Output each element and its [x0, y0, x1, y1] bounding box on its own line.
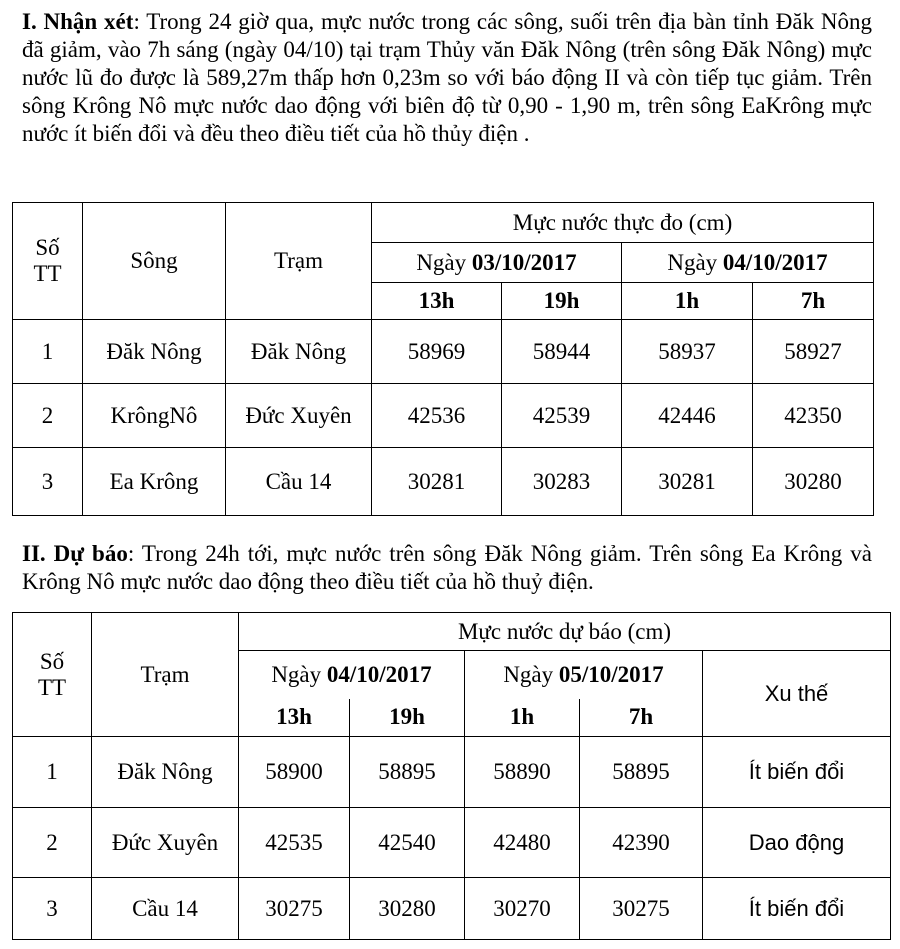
- table-row: [13, 737, 891, 808]
- cell-value: 58900: [239, 737, 350, 808]
- cell-value: 30280: [753, 448, 874, 516]
- cell-tram: Cầu 14: [92, 878, 239, 940]
- cell-value: 30275: [239, 878, 350, 940]
- header-day1: Ngày 04/10/2017: [239, 651, 465, 699]
- header-hour: 7h: [580, 699, 703, 737]
- header-hour: 19h: [350, 699, 465, 737]
- cell-value: 42390: [580, 808, 703, 878]
- cell-value: 30280: [350, 878, 465, 940]
- header-group: Mực nước thực đo (cm): [372, 203, 874, 243]
- section1-heading: I. Nhận xét: [22, 9, 134, 34]
- header-hour: 13h: [372, 283, 502, 320]
- header-group: Mực nước dự báo (cm): [239, 613, 891, 651]
- header-hour: 13h: [239, 699, 350, 737]
- cell-value: 58969: [372, 320, 502, 384]
- cell-value: 42350: [753, 384, 874, 448]
- cell-value: 42540: [350, 808, 465, 878]
- header-song: Sông: [83, 203, 226, 320]
- table-row: [13, 448, 874, 516]
- cell-value: 42446: [622, 384, 753, 448]
- cell-value: 42480: [465, 808, 580, 878]
- section1-text: : Trong 24 giờ qua, mực nước trong các sông, suối trên địa bàn tỉnh Đăk Nông đã giảm, vào 7h sáng (ngày 04/10) tại trạm Thủy văn Đăk Nông (trên sông Đăk Nông) mực nước lũ đo được là 589,27m thấp hơn 0,23m so với báo động II và còn tiếp tục giảm. Trên sông Krông Nô mực nước dao động với biên độ từ 0,90 - 1,90 m, trên sông EaKrông mực nước ít biến đổi và đều theo điều tiết của hồ thủy điện .: [22, 9, 873, 146]
- header-hour: 1h: [622, 283, 753, 320]
- table-row: [13, 878, 891, 940]
- table-row: [13, 384, 874, 448]
- cell-value: 58895: [580, 737, 703, 808]
- header-day2: Ngày 05/10/2017: [465, 651, 703, 699]
- cell-song: KrôngNô: [83, 384, 226, 448]
- cell-value: 30281: [372, 448, 502, 516]
- cell-stt: 3: [13, 878, 92, 940]
- cell-value: 30275: [580, 878, 703, 940]
- header-hour: 7h: [753, 283, 874, 320]
- cell-stt: 2: [13, 384, 83, 448]
- observed-water-level-table: [12, 202, 874, 516]
- header-tram: Trạm: [226, 203, 372, 320]
- cell-stt: 1: [13, 320, 83, 384]
- cell-xu-the: Dao động: [703, 808, 891, 878]
- header-tram: Trạm: [92, 613, 239, 737]
- section-nhan-xet: [22, 8, 872, 148]
- cell-value: 42536: [372, 384, 502, 448]
- cell-value: 30270: [465, 878, 580, 940]
- header-day1: Ngày 03/10/2017: [372, 243, 622, 283]
- cell-xu-the: Ít biến đổi: [703, 878, 891, 940]
- cell-song: Ea Krông: [83, 448, 226, 516]
- cell-value: 58895: [350, 737, 465, 808]
- header-hour: 19h: [502, 283, 622, 320]
- section-du-bao: [22, 540, 872, 596]
- cell-value: 58927: [753, 320, 874, 384]
- cell-value: 42535: [239, 808, 350, 878]
- cell-value: 58937: [622, 320, 753, 384]
- cell-stt: 1: [13, 737, 92, 808]
- table-row: [13, 320, 874, 384]
- cell-song: Đăk Nông: [83, 320, 226, 384]
- cell-tram: Đức Xuyên: [92, 808, 239, 878]
- header-day2: Ngày 04/10/2017: [622, 243, 874, 283]
- cell-value: 42539: [502, 384, 622, 448]
- cell-xu-the: Ít biến đổi: [703, 737, 891, 808]
- cell-value: 58944: [502, 320, 622, 384]
- table-row: [13, 808, 891, 878]
- header-stt: Số TT: [13, 613, 92, 737]
- cell-stt: 3: [13, 448, 83, 516]
- cell-tram: Đăk Nông: [226, 320, 372, 384]
- cell-value: 30281: [622, 448, 753, 516]
- cell-value: 30283: [502, 448, 622, 516]
- forecast-water-level-table: [12, 612, 891, 940]
- header-stt: Số TT: [13, 203, 83, 320]
- cell-tram: Cầu 14: [226, 448, 372, 516]
- cell-tram: Đức Xuyên: [226, 384, 372, 448]
- cell-stt: 2: [13, 808, 92, 878]
- cell-value: 58890: [465, 737, 580, 808]
- header-xu-the: Xu thế: [703, 651, 891, 737]
- header-hour: 1h: [465, 699, 580, 737]
- section2-text: : Trong 24h tới, mực nước trên sông Đăk Nông giảm. Trên sông Ea Krông và Krông Nô mực nước dao động theo điều tiết của hồ thuỷ điện.: [22, 541, 872, 594]
- section2-heading: II. Dự báo: [22, 541, 128, 566]
- cell-tram: Đăk Nông: [92, 737, 239, 808]
